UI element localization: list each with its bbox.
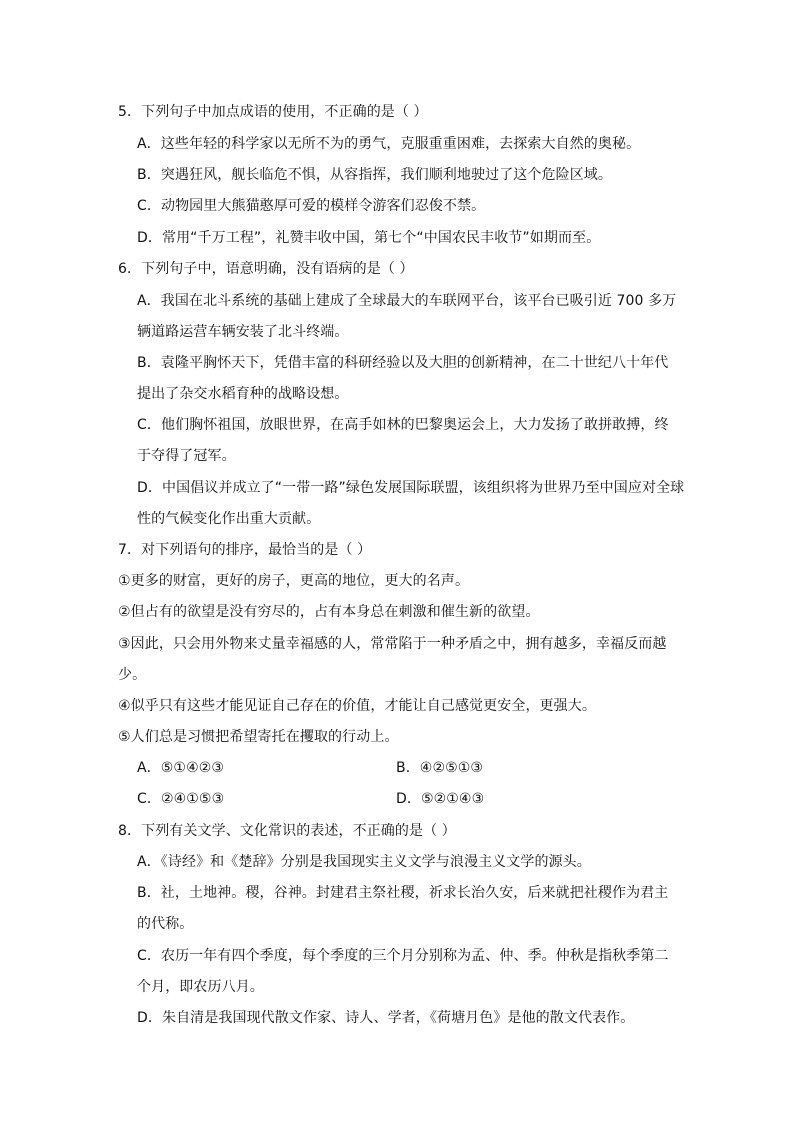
question-6-option-d-cont: 性的气候变化作出重大贡献。 <box>137 511 321 527</box>
question-8-option-b: B．社，土地神。稷，谷神。封建君主祭社稷，祈求长治久安，后来就把社稷作为君主 <box>137 885 669 901</box>
question-7-option-a: A．⑤①④②③ <box>137 760 225 776</box>
question-8-option-a: A．《诗经》和《楚辞》分别是我国现实主义文学与浪漫主义文学的源头。 <box>137 854 591 870</box>
question-8-option-b-cont: 的代称。 <box>137 916 194 932</box>
question-7-stem: 7．对下列语句的排序，最恰当的是（ ） <box>118 542 372 558</box>
question-8-option-c: C．农历一年有四个季度，每个季度的三个月分别称为孟、仲、季。仲秋是指秋季第二 <box>137 948 669 964</box>
question-5-option-d: D．常用“千万工程”，礼赞丰收中国，第七个“中国农民丰收节”如期而至。 <box>137 230 601 246</box>
question-7-sentence-3-cont: 少。 <box>118 667 147 683</box>
question-7-sentence-1: ①更多的财富，更好的房子，更高的地位，更大的名声。 <box>118 573 470 589</box>
question-7-sentence-3: ③因此，只会用外物来丈量幸福感的人，常常陷于一种矛盾之中，拥有越多，幸福反而越 <box>118 636 667 652</box>
question-8-stem: 8．下列有关文学、文化常识的表述，不正确的是（ ） <box>118 823 456 839</box>
question-5-option-c: C．动物园里大熊猫憨厚可爱的模样令游客们忍俊不禁。 <box>137 198 486 214</box>
question-6-option-a: A．我国在北斗系统的基础上建成了全球最大的车联网平台，该平台已吸引近 700 多万 <box>137 293 677 309</box>
question-6-option-c: C．他们胸怀祖国，放眼世界，在高手如林的巴黎奥运会上，大力发扬了敢拼敢搏，终 <box>137 417 669 433</box>
question-7-sentence-4: ④似乎只有这些才能见证自己存在的价值，才能让自己感觉更安全，更强大。 <box>118 698 596 714</box>
question-7-sentence-5: ⑤人们总是习惯把希望寄托在攫取的行动上。 <box>118 729 399 745</box>
question-5-option-b: B．突遇狂风，舰长临危不惧，从容指挥，我们顺利地驶过了这个危险区域。 <box>137 167 613 183</box>
question-8-option-d: D．朱自清是我国现代散文作家、诗人、学者，《荷塘月色》是他的散文代表作。 <box>137 1010 635 1026</box>
question-6-option-b: B．袁隆平胸怀天下，凭借丰富的科研经验以及大胆的创新精神，在二十世纪八十年代 <box>137 355 669 371</box>
question-8-option-c-cont: 个月，即农历八月。 <box>137 979 264 995</box>
question-6-option-d: D．中国倡议并成立了“一带一路”绿色发展国际联盟，该组织将为世界乃至中国应对全球 <box>137 480 685 496</box>
question-7-option-d: D．⑤②①④③ <box>396 791 485 807</box>
question-6-stem: 6．下列句子中，语意明确，没有语病的是（ ） <box>118 261 414 277</box>
question-7-option-c: C．②④①⑤③ <box>137 791 225 807</box>
question-5-option-a: A．这些年轻的科学家以无所不为的勇气，克服重重困难，去探索大自然的奥秘。 <box>137 136 641 152</box>
question-6-option-a-cont: 辆道路运营车辆安装了北斗终端。 <box>137 324 349 340</box>
question-7-option-b: B．④②⑤①③ <box>396 760 484 776</box>
question-6-option-b-cont: 提出了杂交水稻育种的战略设想。 <box>137 386 349 402</box>
question-6-option-c-cont: 于夺得了冠军。 <box>137 448 236 464</box>
question-7-sentence-2: ②但占有的欲望是没有穷尽的，占有本身总在刺激和催生新的欲望。 <box>118 604 540 620</box>
question-5-stem: 5．下列句子中加点成语的使用，不正确的是（ ） <box>118 104 428 120</box>
